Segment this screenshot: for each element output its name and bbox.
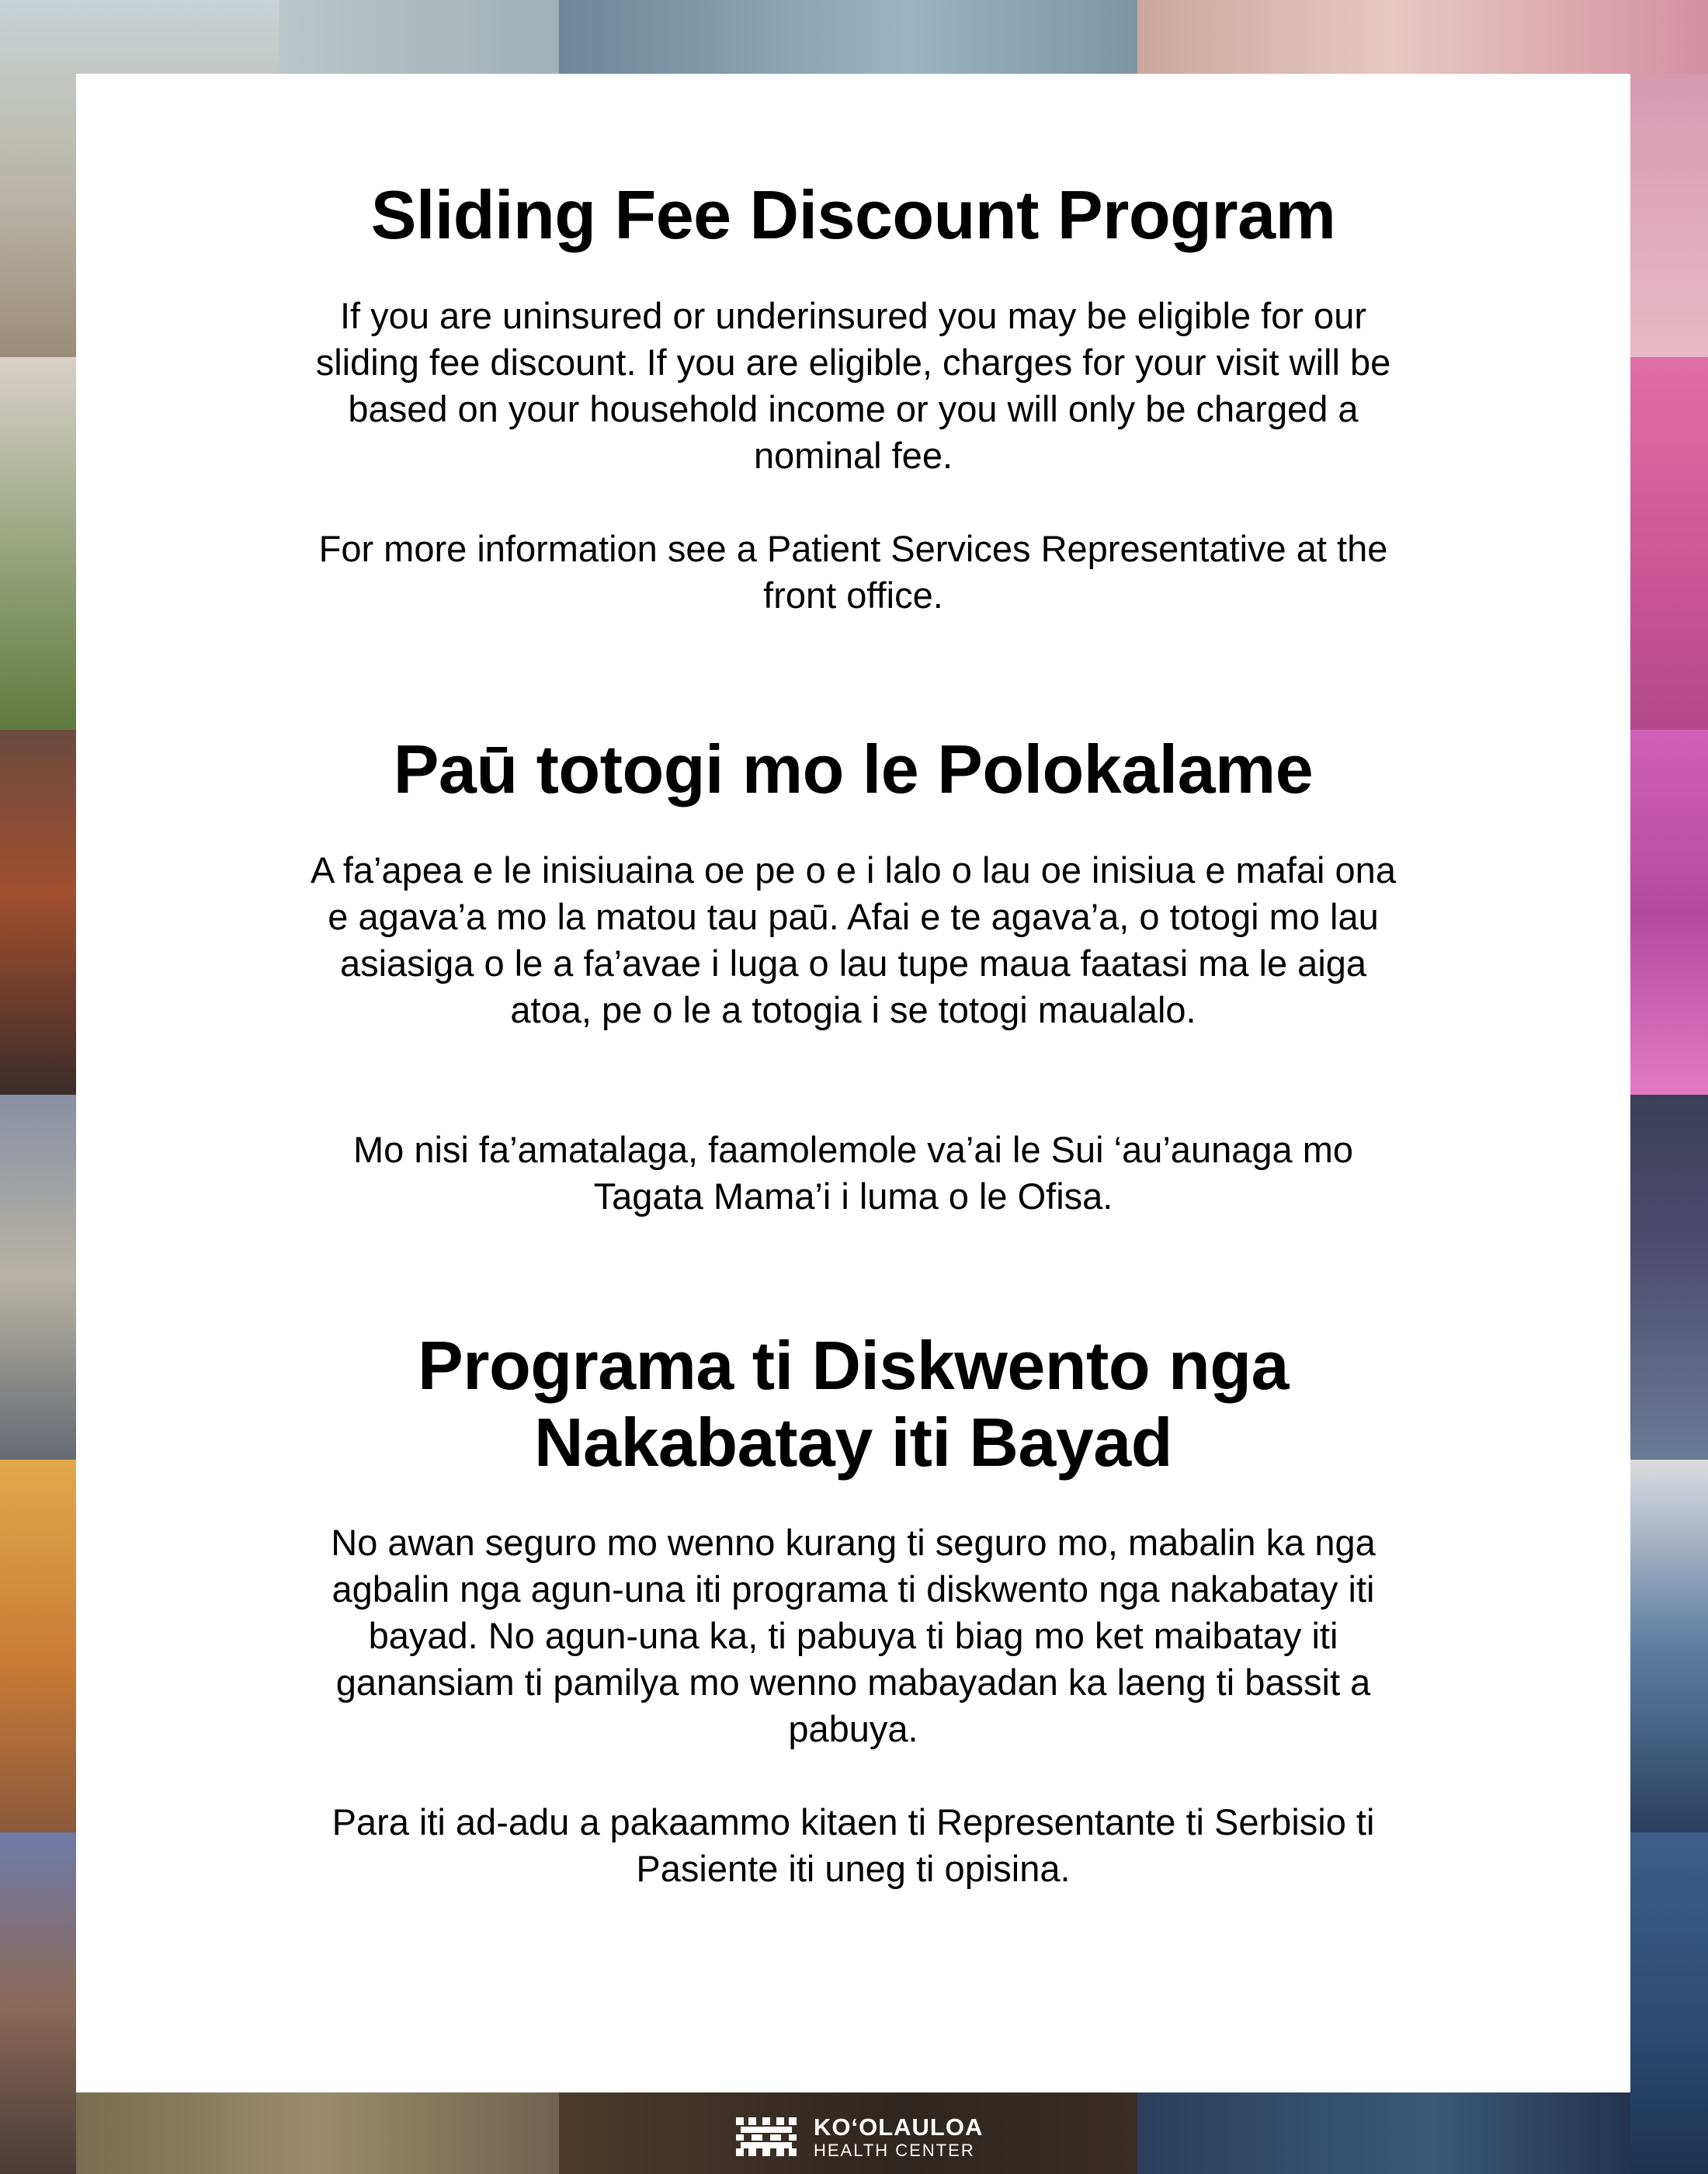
ilocano-heading xyxy=(76,1328,1630,1481)
english-heading: Sliding Fee Discount Program xyxy=(370,176,1336,253)
samoan-paragraph-eligibility: A fa’apea e le inisiuaina oe pe o e i lalo o lau oe inisiua e mafai ona e agava’a mo la matou tau paū. Afai e te agava’a, o totogi mo lau asiasiga o le a fa’avae i luga o lau tupe maua faatasi ma le aiga atoa, pe o le a totogia i se totogi maualalo. xyxy=(311,849,1396,1030)
samoan-paragraph-info: Mo nisi fa’amatalaga, faamolemole va’ai le Sui ‘au’aunaga mo Tagata Mama’i i luma o le Ofisa. xyxy=(352,1128,1353,1217)
logo-text xyxy=(814,2115,983,2159)
ilocano-paragraph-info: Para iti ad-adu a pakaammo kitaen ti Representante ti Serbisio ti Pasiente iti uneg ti opisina. xyxy=(332,1801,1375,1890)
english-paragraph-eligibility: If you are uninsured or underinsured you may be eligible for our sliding fee discount. If you are eligible, charges for your visit will be based on your household income or you will only be charged a nominal fee. xyxy=(315,294,1391,476)
notice-sheet xyxy=(76,74,1630,2092)
logo-subtitle: HEALTH CENTER xyxy=(814,2140,975,2160)
samoan-heading: Paū totogi mo le Polokalame xyxy=(393,731,1314,807)
ilocano-heading-line-1: Programa ti Diskwento nga xyxy=(418,1327,1289,1404)
kapa-pattern-logo-icon xyxy=(736,2117,797,2156)
ilocano-paragraph-eligibility: No awan seguro mo wenno kurang ti seguro mo, mabalin ka nga agbalin nga agun-una iti programa ti diskwento nga nakabatay iti bayad. No agun-una ka, ti pabuya ti biag mo ket maibatay iti ganansiam ti pamilya mo wenno mabayadan ka laeng ti bassit a pabuya. xyxy=(331,1522,1376,1750)
ilocano-heading-line-2: Nakabatay iti Bayad xyxy=(534,1403,1172,1481)
ilocano-section xyxy=(76,1328,1630,1892)
samoan-section xyxy=(76,731,1630,1220)
logo-name: KO‘OLAULOA xyxy=(814,2113,984,2141)
koolauloa-logo xyxy=(736,2113,984,2160)
english-paragraph-info: For more information see a Patient Services Representative at the front office. xyxy=(318,527,1388,616)
english-section xyxy=(76,177,1630,619)
